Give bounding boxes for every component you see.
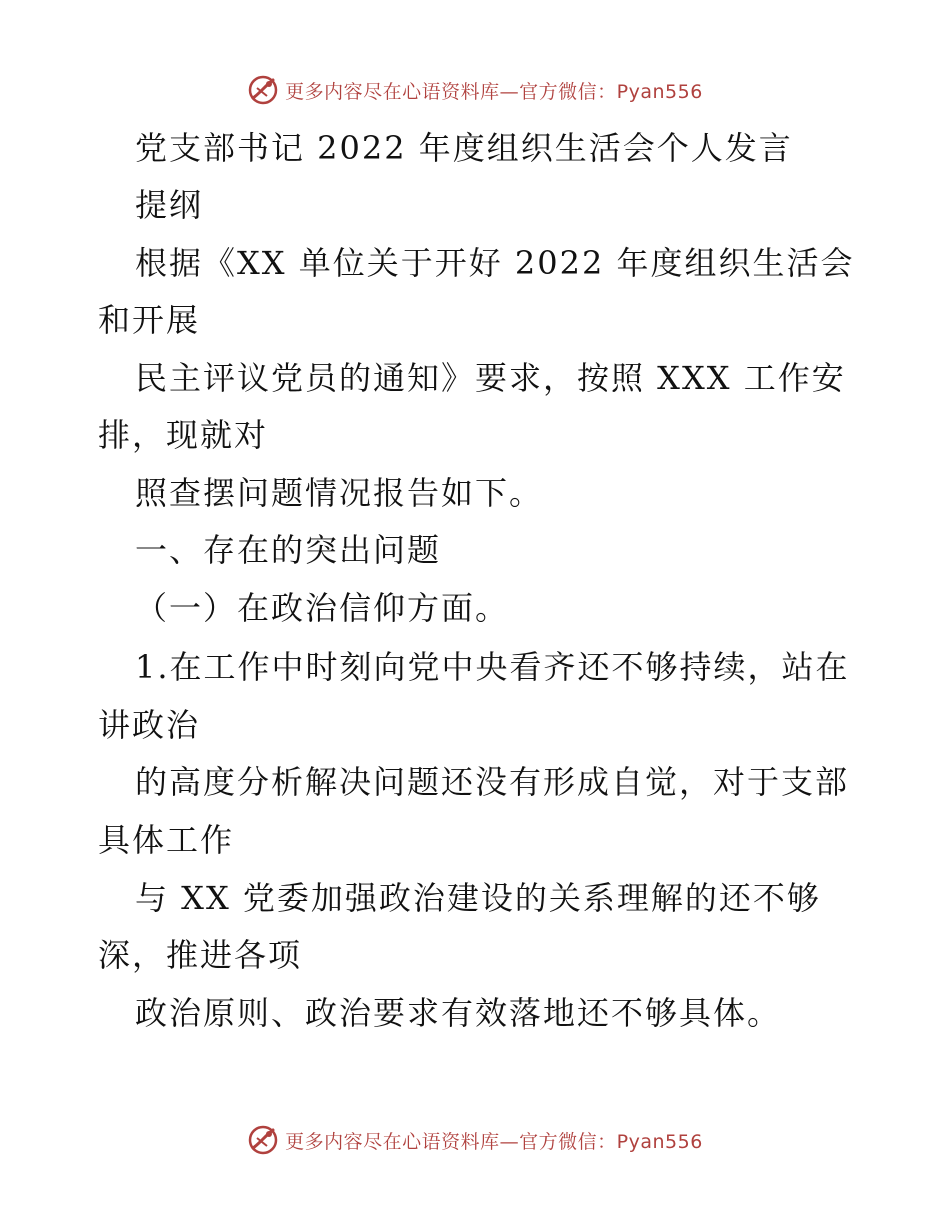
doc-line-3: 根据《XX 单位关于开好 2022 年度组织生活会 bbox=[135, 244, 855, 282]
doc-subsection-heading: （一）在政治信仰方面。 bbox=[135, 589, 510, 627]
doc-line-14: 与 XX 党委加强政治建设的关系理解的还不够 bbox=[135, 879, 821, 917]
doc-section-heading: 一、存在的突出问题 bbox=[135, 531, 442, 569]
pen-logo-icon bbox=[247, 1124, 279, 1156]
doc-line-6: 排，现就对 bbox=[98, 416, 269, 454]
header-banner bbox=[0, 70, 950, 110]
pen-logo-icon bbox=[247, 74, 279, 106]
footer-banner bbox=[0, 1120, 950, 1160]
doc-line-11: 讲政治 bbox=[98, 706, 201, 744]
footer-wechat-id: Pyan556 bbox=[616, 1130, 703, 1153]
doc-line-15: 深，推进各项 bbox=[98, 936, 303, 974]
doc-title-line-1: 党支部书记 2022 年度组织生活会个人发言 bbox=[135, 129, 793, 167]
doc-line-13: 具体工作 bbox=[98, 821, 235, 859]
doc-line-12: 的高度分析解决问题还没有形成自觉，对于支部 bbox=[135, 763, 850, 801]
doc-line-4: 和开展 bbox=[98, 301, 201, 339]
header-wechat-id: Pyan556 bbox=[616, 80, 703, 103]
doc-line-7: 照查摆问题情况报告如下。 bbox=[135, 474, 544, 512]
doc-title-line-2: 提纲 bbox=[135, 186, 204, 224]
header-banner-text: 更多内容尽在心语资料库—官方微信：Pyan556 bbox=[285, 80, 703, 103]
doc-line-10: 1.在工作中时刻向党中央看齐还不够持续，站在 bbox=[135, 648, 850, 686]
footer-banner-text: 更多内容尽在心语资料库—官方微信：Pyan556 bbox=[285, 1130, 703, 1153]
doc-line-5: 民主评议党员的通知》要求，按照 XXX 工作安 bbox=[135, 359, 846, 397]
doc-line-16: 政治原则、政治要求有效落地还不够具体。 bbox=[135, 994, 782, 1032]
